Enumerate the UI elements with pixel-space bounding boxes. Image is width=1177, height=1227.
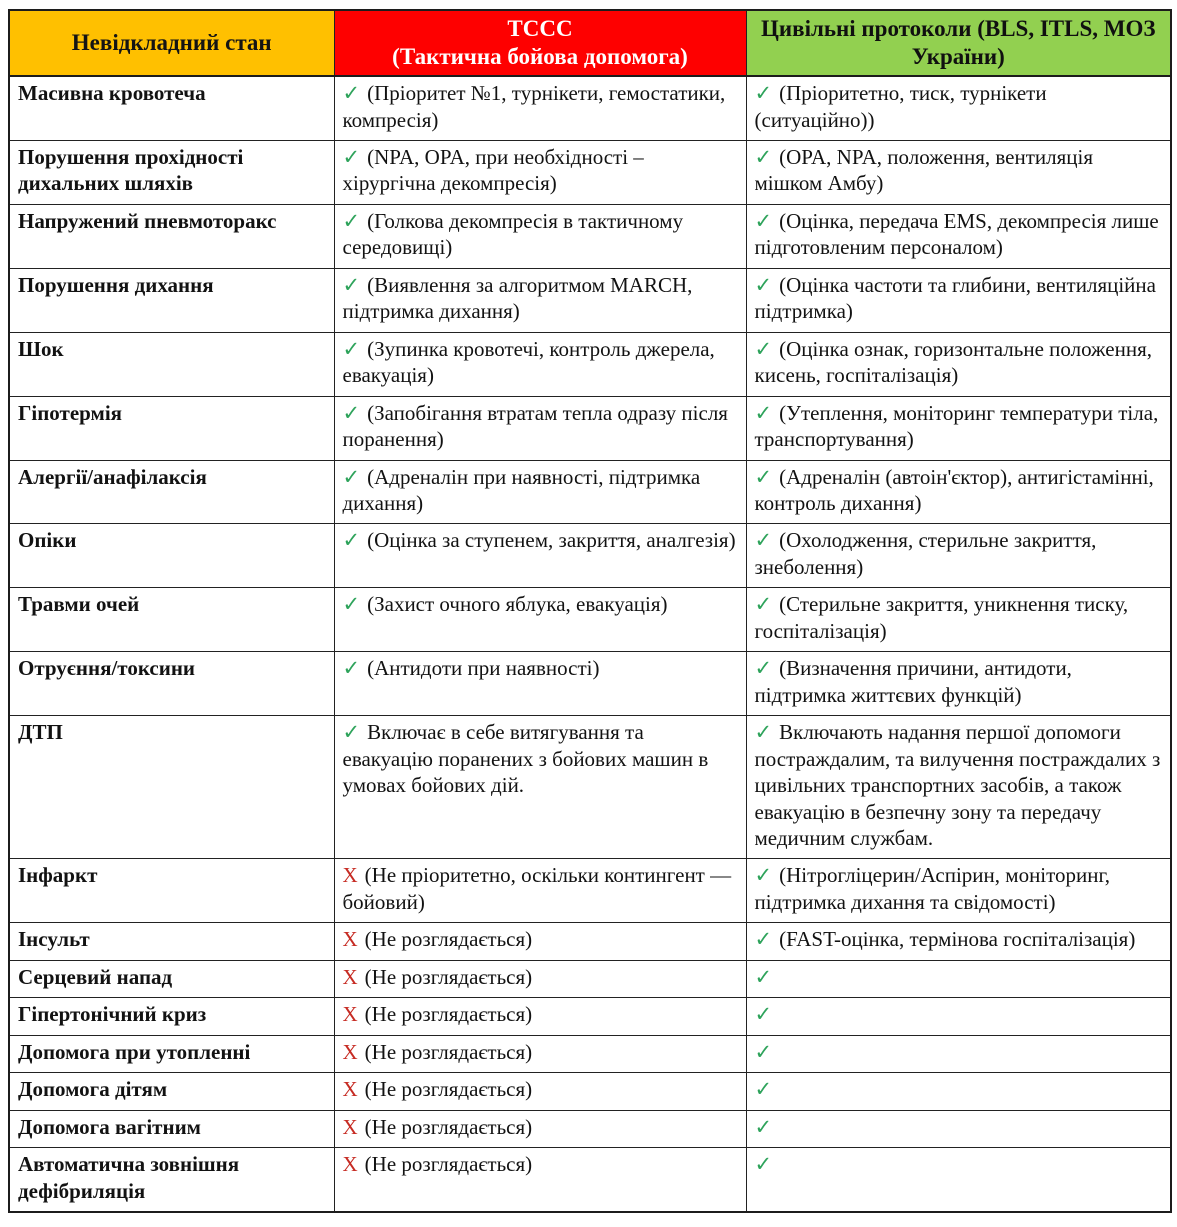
table-header xyxy=(9,10,1171,76)
condition-cell: Опіки xyxy=(9,524,334,588)
protocol-comparison-table xyxy=(8,9,1172,1213)
civilian-cell xyxy=(746,268,1171,332)
tccc-cell-text: (Антидоти при наявності) xyxy=(367,656,600,681)
tccc-cell xyxy=(334,923,746,960)
condition-cell: Шок xyxy=(9,332,334,396)
tccc-cell xyxy=(334,396,746,460)
civilian-cell xyxy=(746,141,1171,205)
cross-icon: Х xyxy=(342,927,358,952)
condition-cell: Порушення прохідності дихальних шляхів xyxy=(9,141,334,205)
check-icon: ✓ xyxy=(754,927,773,952)
cross-icon: Х xyxy=(342,1152,358,1177)
civilian-cell xyxy=(746,332,1171,396)
table-row xyxy=(9,204,1171,268)
tccc-cell xyxy=(334,1148,746,1212)
tccc-cell-text: (Не розглядається) xyxy=(364,927,533,952)
condition-cell: Інфаркт xyxy=(9,859,334,923)
check-icon: ✓ xyxy=(754,1039,773,1064)
tccc-cell-text: (Зупинка кровотечі, контроль джерела, евакуація) xyxy=(342,336,715,388)
civilian-header-cell: Цивільні протоколи (BLS, ITLS, МОЗ України) xyxy=(746,10,1171,76)
cross-icon: Х xyxy=(342,964,358,989)
civilian-cell xyxy=(746,1035,1171,1072)
table-row xyxy=(9,923,1171,960)
civilian-cell-text: (Оцінка ознак, горизонтальне положення, кисень, госпіталізація) xyxy=(754,336,1152,388)
table-row xyxy=(9,1148,1171,1212)
civilian-cell xyxy=(746,652,1171,716)
check-icon: ✓ xyxy=(342,720,361,745)
check-icon: ✓ xyxy=(342,528,361,553)
condition-cell: Алергії/анафілаксія xyxy=(9,460,334,524)
civilian-cell-text: (Утеплення, моніторинг температури тіла, транспортування) xyxy=(754,400,1159,452)
tccc-cell-text: Включає в себе витягування та евакуацію поранених з бойових машин в умовах бойових дій. xyxy=(342,720,709,798)
cross-icon: Х xyxy=(342,863,358,888)
check-icon: ✓ xyxy=(754,145,773,169)
condition-cell: Гіпотермія xyxy=(9,396,334,460)
condition-cell: Серцевий напад xyxy=(9,960,334,997)
condition-cell: Напружений пневмоторакс xyxy=(9,204,334,268)
check-icon: ✓ xyxy=(754,592,773,617)
tccc-cell xyxy=(334,204,746,268)
tccc-cell-text: (Не розглядається) xyxy=(364,1039,533,1064)
table-row xyxy=(9,1110,1171,1147)
civilian-cell xyxy=(746,204,1171,268)
condition-cell: Масивна кровотеча xyxy=(9,76,334,140)
civilian-cell xyxy=(746,1073,1171,1110)
tccc-cell xyxy=(334,960,746,997)
check-icon: ✓ xyxy=(754,1077,773,1102)
check-icon: ✓ xyxy=(754,528,773,553)
civilian-cell xyxy=(746,1110,1171,1147)
check-icon: ✓ xyxy=(754,863,773,888)
condition-cell: Допомога дітям xyxy=(9,1073,334,1110)
tccc-cell xyxy=(334,141,746,205)
table-row xyxy=(9,652,1171,716)
check-icon: ✓ xyxy=(754,656,773,681)
tccc-cell-text: (Захист очного яблука, евакуація) xyxy=(367,592,668,617)
tccc-cell xyxy=(334,332,746,396)
civilian-cell xyxy=(746,859,1171,923)
check-icon: ✓ xyxy=(342,400,361,425)
condition-cell: Отруєння/токсини xyxy=(9,652,334,716)
civilian-cell-text: (Оцінка, передача EMS, декомпресія лише підготовленим персоналом) xyxy=(754,208,1159,260)
civilian-cell xyxy=(746,524,1171,588)
table-row xyxy=(9,960,1171,997)
tccc-cell-text: (Не розглядається) xyxy=(364,964,533,989)
table-body xyxy=(9,76,1171,1212)
cross-icon: Х xyxy=(342,1077,358,1102)
table-row xyxy=(9,268,1171,332)
condition-cell: Допомога вагітним xyxy=(9,1110,334,1147)
table-row xyxy=(9,1035,1171,1072)
table-row xyxy=(9,396,1171,460)
tccc-cell xyxy=(334,524,746,588)
check-icon: ✓ xyxy=(754,1152,773,1177)
check-icon: ✓ xyxy=(342,464,361,489)
check-icon: ✓ xyxy=(754,272,773,297)
tccc-header-cell xyxy=(334,10,746,76)
civilian-cell xyxy=(746,998,1171,1035)
tccc-cell xyxy=(334,268,746,332)
tccc-cell-text: (Не розглядається) xyxy=(364,1077,533,1102)
civilian-cell-text: (Оцінка частоти та глибини, вентиляційна підтримка) xyxy=(754,272,1156,324)
tccc-cell xyxy=(334,1073,746,1110)
civilian-cell xyxy=(746,1148,1171,1212)
civilian-cell-text: (Адреналін (автоін'єктор), антигістамінні, контроль дихання) xyxy=(754,464,1154,515)
tccc-cell-text: (Голкова декомпресія в тактичному середовищі) xyxy=(342,208,684,260)
condition-cell: Автоматична зовнішня дефібриляція xyxy=(9,1148,334,1212)
check-icon: ✓ xyxy=(754,720,773,745)
check-icon: ✓ xyxy=(342,81,361,106)
tccc-cell xyxy=(334,652,746,716)
tccc-cell-text: (Не розглядається) xyxy=(364,1002,533,1027)
tccc-cell-text: (Оцінка за ступенем, закриття, аналгезія) xyxy=(367,528,736,553)
civilian-cell xyxy=(746,460,1171,524)
tccc-cell xyxy=(334,76,746,140)
civilian-cell-text: (Охолодження, стерильне закриття, знеболення) xyxy=(754,528,1097,579)
table-row xyxy=(9,460,1171,524)
tccc-cell xyxy=(334,859,746,923)
civilian-cell-text: (Стерильне закриття, уникнення тиску, госпіталізація) xyxy=(754,592,1129,643)
civilian-cell xyxy=(746,716,1171,859)
tccc-cell xyxy=(334,1035,746,1072)
check-icon: ✓ xyxy=(754,336,773,361)
tccc-cell xyxy=(334,1110,746,1147)
check-icon: ✓ xyxy=(342,272,361,297)
check-icon: ✓ xyxy=(754,464,773,489)
tccc-cell-text: (Не розглядається) xyxy=(364,1114,533,1139)
civilian-cell-text: (FAST-оцінка, термінова госпіталізація) xyxy=(779,927,1136,952)
table-row xyxy=(9,588,1171,652)
check-icon: ✓ xyxy=(342,145,361,169)
tccc-cell-text: (Виявлення за алгоритмом MARCH, підтримка дихання) xyxy=(342,272,693,324)
cross-icon: Х xyxy=(342,1039,358,1064)
tccc-cell-text: (Пріоритет №1, турнікети, гемостатики, компресія) xyxy=(342,81,726,132)
table-row xyxy=(9,332,1171,396)
table-row xyxy=(9,716,1171,859)
condition-cell: Гіпертонічний криз xyxy=(9,998,334,1035)
civilian-cell-text: Включають надання першої допомоги постраждалим, та вилучення постраждалих з цивільних транспортних засобів, а також евакуацію в безпечну зону та передачу медичним службам. xyxy=(754,720,1161,850)
civilian-cell-text: (OPA, NPA, положення, вентиляція мішком Амбу) xyxy=(754,145,1094,196)
tccc-cell xyxy=(334,588,746,652)
civilian-cell xyxy=(746,588,1171,652)
table-row xyxy=(9,524,1171,588)
tccc-cell-text: (Запобігання втратам тепла одразу після поранення) xyxy=(342,400,728,452)
civilian-cell xyxy=(746,396,1171,460)
civilian-cell-text: (Пріоритетно, тиск, турнікети (ситуаційно)) xyxy=(754,81,1047,132)
condition-cell: Інсульт xyxy=(9,923,334,960)
check-icon: ✓ xyxy=(342,592,361,617)
civilian-cell xyxy=(746,76,1171,140)
civilian-cell xyxy=(746,923,1171,960)
check-icon: ✓ xyxy=(754,400,773,425)
tccc-cell-text: (NPA, OPA, при необхідності – хірургічна декомпресія) xyxy=(342,145,644,196)
check-icon: ✓ xyxy=(342,656,361,681)
cross-icon: Х xyxy=(342,1114,358,1139)
check-icon: ✓ xyxy=(754,964,773,989)
tccc-cell-text: (Не розглядається) xyxy=(364,1152,533,1177)
condition-header-cell: Невідкладний стан xyxy=(9,10,334,76)
table-row xyxy=(9,859,1171,923)
cross-icon: Х xyxy=(342,1002,358,1027)
condition-cell: Порушення дихання xyxy=(9,268,334,332)
tccc-cell xyxy=(334,460,746,524)
table-row xyxy=(9,76,1171,140)
header-row xyxy=(9,10,1171,76)
check-icon: ✓ xyxy=(754,1114,773,1139)
civilian-cell-text: (Нітрогліцерин/Аспірин, моніторинг, підтримка дихання та свідомості) xyxy=(754,863,1111,914)
check-icon: ✓ xyxy=(754,1002,773,1027)
tccc-cell xyxy=(334,716,746,859)
check-icon: ✓ xyxy=(754,81,773,106)
tccc-cell-text: (Не пріоритетно, оскільки контингент — бойовий) xyxy=(342,863,732,914)
civilian-cell xyxy=(746,960,1171,997)
tccc-cell-text: (Адреналін при наявності, підтримка дихання) xyxy=(342,464,701,515)
check-icon: ✓ xyxy=(754,208,773,233)
check-icon: ✓ xyxy=(342,208,361,233)
tccc-header-title: ТССС xyxy=(507,16,573,41)
check-icon: ✓ xyxy=(342,336,361,361)
condition-cell: ДТП xyxy=(9,716,334,859)
civilian-cell-text: (Визначення причини, антидоти, підтримка життєвих функцій) xyxy=(754,656,1072,707)
table-row xyxy=(9,998,1171,1035)
table-row xyxy=(9,1073,1171,1110)
condition-cell: Травми очей xyxy=(9,588,334,652)
tccc-header-subtitle: (Тактична бойова допомога) xyxy=(392,44,688,70)
tccc-cell xyxy=(334,998,746,1035)
table-row xyxy=(9,141,1171,205)
condition-cell: Допомога при утопленні xyxy=(9,1035,334,1072)
